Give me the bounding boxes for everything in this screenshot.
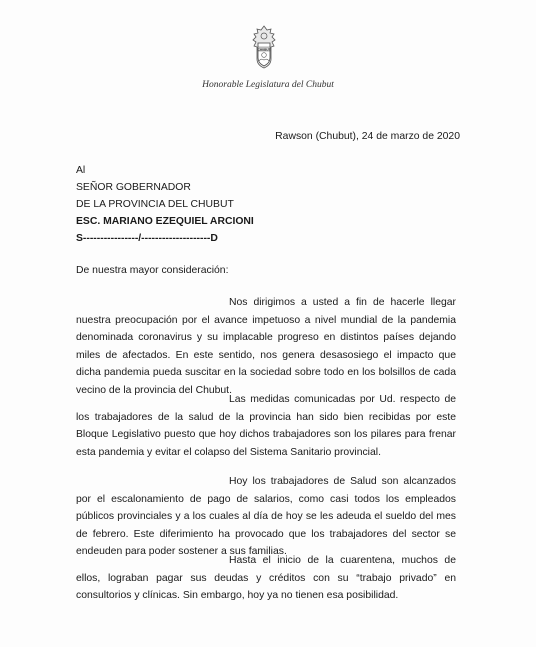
date-line: Rawson (Chubut), 24 de marzo de 2020 xyxy=(275,131,460,142)
salutation: De nuestra mayor consideración: xyxy=(76,265,229,276)
paragraph-1: Nos dirigimos a usted a fin de hacerle llegar nuestra preocupación por el avance impetuoso a nivel mundial de la pandemia denominada coronavirus y su implacable progreso en distintos países dejando miles de afectados. En este sentido, nos genera desasosiego el impacto que dicha pandemia pueda suscitar en la sociedad sobre todo en los bolsillos de cada vecino de la provincia del Chubut. xyxy=(76,297,456,396)
seal-text: CHUBUT xyxy=(257,47,271,52)
paragraph-3: Hoy los trabajadores de Salud son alcanzados por el escalonamiento de pago de salarios, como casi todos los empleados públicos provinciales y a los cuales al día de hoy se les adeuda el sueldo del mes de febrero. Este diferimiento ha provocado que los trabajadores del sector se endeuden para poder sostener a sus familias. xyxy=(76,476,456,558)
institution-name: Honorable Legislatura del Chubut xyxy=(202,80,334,90)
recipient-line-province: DE LA PROVINCIA DEL CHUBUT xyxy=(76,199,234,210)
paragraph-2: Las medidas comunicadas por Ud. respecto de los trabajadores de la salud de la provincia han sido bien recibidas por este Bloque Legislativo puesto que hoy dichos trabajadores son los pilares para frenar esta pandemia y evitar el colapso del Sistema Sanitario provincial. xyxy=(76,394,456,458)
recipient-line-name: ESC. MARIANO EZEQUIEL ARCIONI xyxy=(76,216,254,227)
chubut-coat-of-arms-icon xyxy=(248,25,280,69)
recipient-line-title: SEÑOR GOBERNADOR xyxy=(76,182,191,193)
recipient-line-al: Al xyxy=(76,165,86,176)
recipient-line-sd: S----------------/--------------------D xyxy=(76,233,218,244)
paragraph-4: Hasta el inicio de la cuarentena, muchos de ellos, lograban pagar sus deudas y créditos con su “trabajo privado” en consultorios y clínicas. Sin embargo, hoy ya no tienen esa posibilidad. xyxy=(76,555,456,602)
